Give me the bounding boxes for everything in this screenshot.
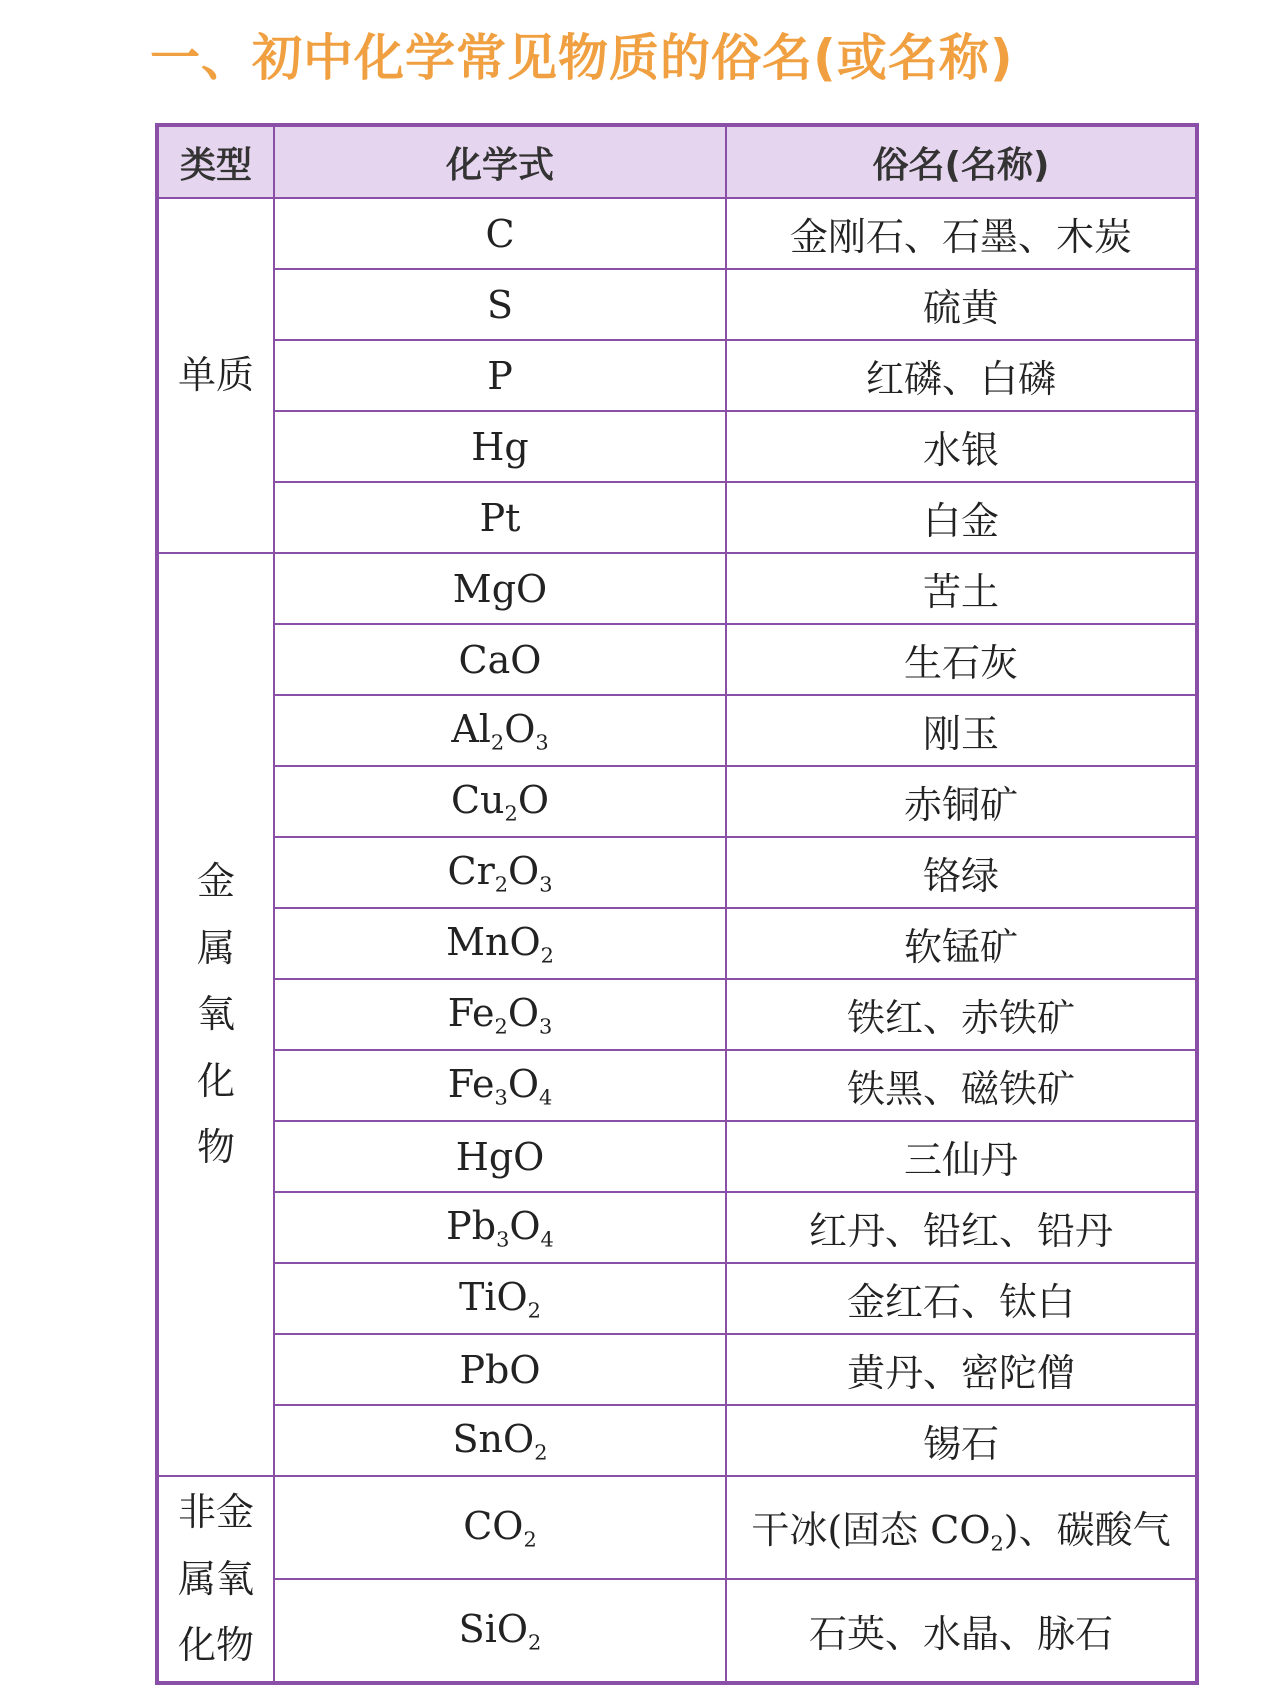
header-type: 类型: [157, 125, 274, 198]
table-row: [157, 1050, 1197, 1121]
name-cell: 金红石、钛白: [726, 1263, 1197, 1334]
table-row: [157, 1263, 1197, 1334]
table-row: [157, 340, 1197, 411]
name-cell: 干冰(固态 $CO_2$)、碳酸气: [726, 1476, 1197, 1579]
header-formula: 化学式: [274, 125, 726, 198]
table-row: [157, 624, 1197, 695]
name-cell: 红丹、铅红、铅丹: [726, 1192, 1197, 1263]
table-row: [157, 1579, 1197, 1683]
table-row: [157, 908, 1197, 979]
name-cell: 金刚石、石墨、木炭: [726, 198, 1197, 269]
formula-cell: $Pb_3O_4$: [274, 1192, 726, 1263]
name-cell: 铁黑、磁铁矿: [726, 1050, 1197, 1121]
formula-cell: Hg: [274, 411, 726, 482]
formula-cell: P: [274, 340, 726, 411]
formula-cell: $CO_2$: [274, 1476, 726, 1579]
table-row: [157, 269, 1197, 340]
formula-cell: $Cu_2O$: [274, 766, 726, 837]
formula-cell: $Cr_2O_3$: [274, 837, 726, 908]
name-cell: 锡石: [726, 1405, 1197, 1476]
type-cell-elements: [157, 198, 274, 553]
name-cell: 铬绿: [726, 837, 1197, 908]
formula-cell: TiO$_2$: [274, 1263, 726, 1334]
formula-cell: MnO$_2$: [274, 908, 726, 979]
type-cell-metal-oxides: [157, 553, 274, 1476]
page-title: 一、初中化学常见物质的俗名(或名称): [150, 29, 1014, 87]
type-line: 物: [196, 1125, 235, 1170]
name-cell: 苦土: [726, 553, 1197, 624]
table-row: [157, 979, 1197, 1050]
formula-cell: CaO: [274, 624, 726, 695]
type-line: 氧: [196, 992, 235, 1037]
formula-cell: $Fe_3O_4$: [274, 1050, 726, 1121]
type-line: 化物: [177, 1623, 254, 1668]
name-cell: 赤铜矿: [726, 766, 1197, 837]
formula-cell: MgO: [274, 553, 726, 624]
formula-cell: $Al_2O_3$: [274, 695, 726, 766]
table-row: [157, 766, 1197, 837]
name-cell: 白金: [726, 482, 1197, 553]
formula-cell: $Fe_2O_3$: [274, 979, 726, 1050]
name-cell: 石英、水晶、脉石: [726, 1579, 1197, 1683]
type-line: 单质: [177, 353, 254, 398]
table-row: [157, 198, 1197, 269]
table-row: [157, 1334, 1197, 1405]
table-row: [157, 837, 1197, 908]
table-row: [157, 1476, 1197, 1579]
name-cell: 软锰矿: [726, 908, 1197, 979]
chemical-names-table: [155, 123, 1199, 1685]
table-row: [157, 482, 1197, 553]
type-line: 金: [196, 859, 235, 904]
header-name: 俗名(名称): [726, 125, 1197, 198]
type-line: 非金: [177, 1490, 254, 1535]
name-cell: 三仙丹: [726, 1121, 1197, 1192]
table-header-row: [157, 125, 1197, 198]
formula-cell: HgO: [274, 1121, 726, 1192]
table-row: [157, 1405, 1197, 1476]
table-row: [157, 411, 1197, 482]
type-line: 属: [196, 925, 235, 970]
formula-cell: PbO: [274, 1334, 726, 1405]
formula-cell: C: [274, 198, 726, 269]
formula-cell: SnO$_2$: [274, 1405, 726, 1476]
table-row: [157, 695, 1197, 766]
name-cell: 刚玉: [726, 695, 1197, 766]
formula-cell: Pt: [274, 482, 726, 553]
name-cell: 水银: [726, 411, 1197, 482]
name-cell: 硫黄: [726, 269, 1197, 340]
name-cell: 生石灰: [726, 624, 1197, 695]
name-cell: 红磷、白磷: [726, 340, 1197, 411]
table-row: [157, 1192, 1197, 1263]
formula-cell: SiO$_2$: [274, 1579, 726, 1683]
name-cell: 铁红、赤铁矿: [726, 979, 1197, 1050]
table-row: [157, 1121, 1197, 1192]
type-cell-nonmetal-oxides: [157, 1476, 274, 1683]
type-line: 属氧: [177, 1556, 254, 1601]
type-line: 化: [196, 1058, 235, 1103]
table-row: [157, 553, 1197, 624]
formula-cell: S: [274, 269, 726, 340]
name-cell: 黄丹、密陀僧: [726, 1334, 1197, 1405]
